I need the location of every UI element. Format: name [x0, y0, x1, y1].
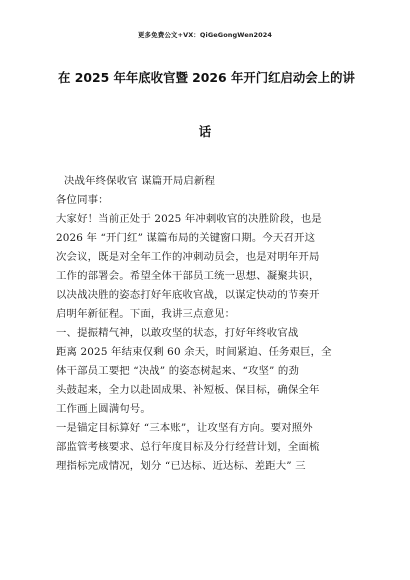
section-heading-line: 一、提振精气神，以敢攻坚的状态，打好年终收官战 [56, 327, 299, 339]
paragraph-line: 工作的部署会。希望全体干部员工统一思想、凝聚共识， [56, 270, 320, 282]
salutation-line: 各位同事： [56, 194, 109, 206]
paragraph-line: 理指标完成情况，划分 “已达标、近达标、差距大” 三 [56, 460, 306, 472]
paragraph-line: 大家好！当前正处于 2025 年冲刺收官的决胜阶段，也是 [56, 213, 322, 225]
paragraph-line: 头鼓起来，全力以赴固成果、补短板、保目标，确保全年 [56, 384, 320, 396]
document-body [56, 172, 356, 476]
paragraph-line: 2026 年 “开门红” 谋篇布局的关键窗口期。今天召开这 [56, 232, 316, 244]
paragraph-line: 启明年新征程。下面，我讲三点意见： [56, 308, 236, 320]
paragraph-line: 次会议，既是对全年工作的冲刺动员会，也是对明年开局 [56, 251, 320, 263]
paragraph-line: 工作画上圆满句号。 [56, 403, 151, 415]
paragraph-line: 一是锚定目标算好 “三本账”，让攻坚有方向。要对照外 [56, 422, 313, 434]
document-title-line-2: 话 [198, 124, 212, 139]
paragraph-line: 部监管考核要求、总行年度目标及分行经营计划，全面梳 [56, 441, 320, 453]
paragraph-line: 以决战决胜的姿态打好年底收官战，以谋定快动的节奏开 [56, 289, 320, 301]
header-note: 更多免费公文+VX：QiGeGongWen2024 [137, 31, 273, 39]
paragraph-line: 距离 2025 年结束仅剩 60 余天，时间紧迫、任务艰巨，全 [56, 346, 332, 358]
subtitle-line: 决战年终保收官 谋篇开局启新程 [64, 175, 216, 187]
paragraph-line: 体干部员工要把 “决战” 的姿态树起来、“攻坚” 的劲 [56, 365, 300, 377]
document-title-line-1: 在 2025 年年底收官暨 2026 年开门红启动会上的讲 [58, 70, 355, 85]
